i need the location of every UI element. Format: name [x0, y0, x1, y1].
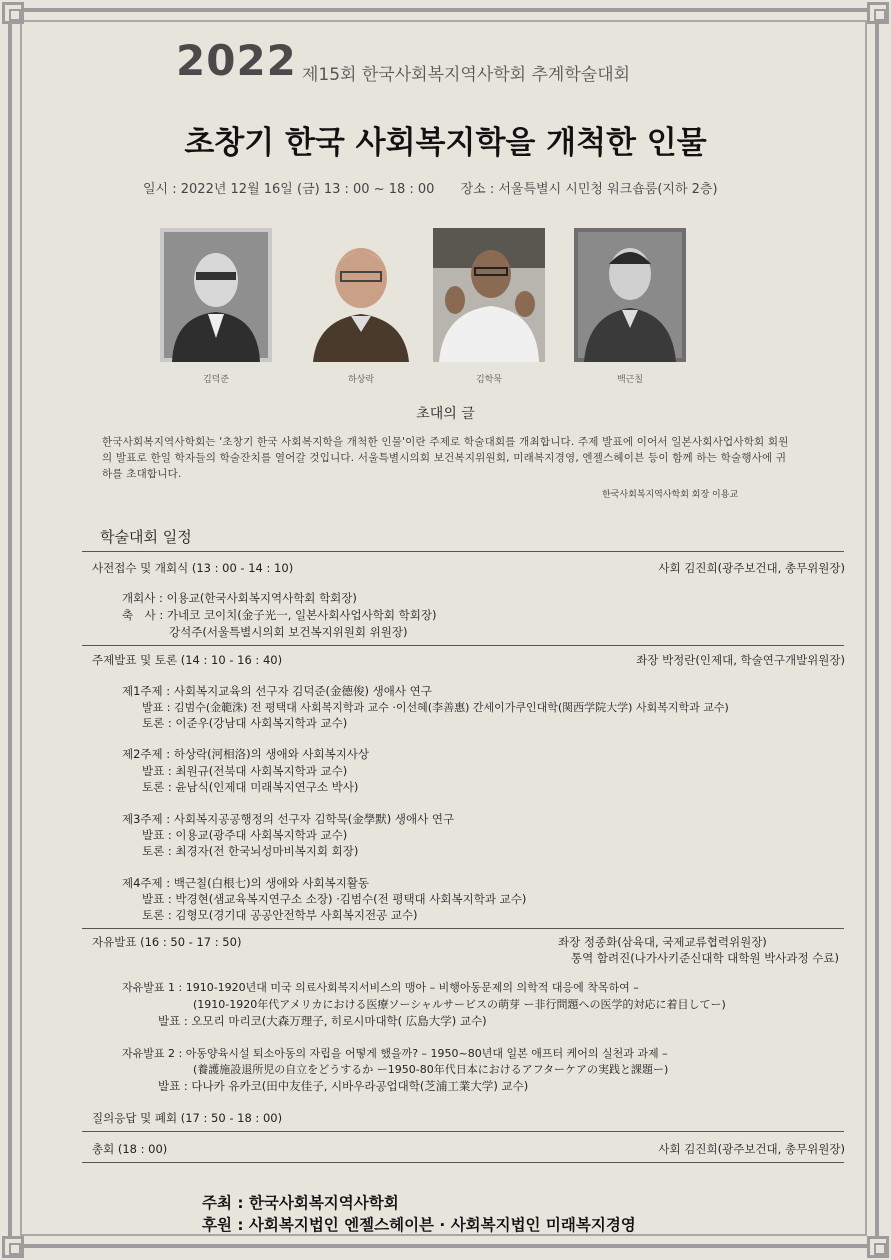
event-title: 제15회 한국사회복지역사학회 추계학술대회 [302, 65, 631, 85]
main-title: 초창기 한국 사회복지학을 개척한 인물 [184, 125, 707, 161]
topic-title: 제1주제 : 사회복지교육의 선구자 김덕준(金德俊) 생애사 연구 [122, 684, 432, 698]
divider [82, 928, 844, 929]
corner-ornament [2, 1236, 24, 1258]
divider [82, 1131, 844, 1132]
portrait-photo [305, 228, 417, 362]
event-info [143, 178, 740, 197]
schedule-line: 개회사 : 이용교(한국사회복지역사학회 학회장) [122, 591, 357, 605]
free-talk-title: 자유발표 1 : 1910-1920년대 미국 의료사회복지서비스의 맹아 – 비행아동문제의 의학적 대응에 착목하여 – [122, 981, 639, 994]
topic-presenter: 발표 : 최원규(전북대 사회복지학과 교수) [142, 764, 348, 778]
event-date: 일시 : 2022년 12월 16일 (금) 13 : 00 ~ 18 : 00 [143, 182, 435, 197]
free-talk-presenter: 발표 : 오모리 마리코(大森万理子, 히로시마대학( 広島大学) 교수) [158, 1014, 487, 1028]
session-moderator: 사회 김진희(광주보건대, 총무위원장) [658, 1142, 845, 1156]
session-title: 자유발표 (16 : 50 - 17 : 50) [92, 935, 242, 949]
footer-sponsor: 후원 : 사회복지법인 엔젤스헤이븐 · 사회복지법인 미래복지경영 [202, 1216, 636, 1234]
free-talk-title-jp: (1910-1920年代アメリカにおける医療ソーシャルサービスの萌芽 ー非行問題への医学的対応に着目してー) [193, 998, 726, 1011]
portrait-caption: 김덕준 [202, 375, 230, 385]
session-title: 질의응답 및 폐회 (17 : 50 - 18 : 00) [92, 1111, 283, 1125]
schedule-line: 축 사 : 가네코 코이치(金子光一, 일본사회사업사학회 학회장) [122, 608, 437, 622]
session-moderator: 좌장 정종화(삼육대, 국제교류협력위원장) [558, 935, 767, 949]
event-year: 2022 [176, 36, 297, 85]
portrait-caption: 하상락 [347, 375, 375, 385]
topic-title: 제4주제 : 백근칠(白根七)의 생애와 사회복지활동 [122, 876, 370, 890]
portrait-photo [433, 228, 545, 362]
free-talk-presenter: 발표 : 다나카 유카코(田中友佳子, 시바우라공업대학(芝浦工業大学) 교수) [158, 1079, 529, 1093]
portrait-caption: 백근칠 [616, 375, 644, 385]
divider [82, 551, 844, 552]
corner-ornament [2, 2, 24, 24]
portrait-photo [574, 228, 686, 362]
invitation-body: 한국사회복지역사학회는 '초창기 한국 사회복지학을 개척한 인물'이란 주제로 학술대회를 개최합니다. 주제 발표에 이어서 일본사회사업사학회 회원의 발표로 한일 학자들의 학술잔치를 열어갈 것입니다. 서울특별시의회 보건복지위원회, 미래복지경영, 엔젤스헤이븐 등이 함께 하는 학술행사에 귀하를 초대합니다. [102, 436, 789, 480]
session-moderator: 좌장 박정란(인제대, 학술연구개발위원장) [636, 653, 845, 667]
topic-presenter: 발표 : 김범수(金範洙) 전 평택대 사회복지학과 교수 ·이선혜(李善惠) 간세이가쿠인대학(関西学院大学) 사회복지학과 교수) [142, 701, 729, 714]
topic-discussant: 토론 : 이준우(강남대 사회복지학과 교수) [142, 716, 348, 730]
divider [82, 645, 844, 646]
invitation-signature: 한국사회복지역사학회 회장 이용교 [602, 490, 739, 500]
schedule-line: 강석주(서울특별시의회 보건복지위원회 위원장) [169, 625, 408, 639]
topic-presenter: 발표 : 이용교(광주대 사회복지학과 교수) [142, 828, 348, 842]
free-talk-title: 자유발표 2 : 아동양육시설 퇴소아동의 자립을 어떻게 했을까? – 1950~80년대 일본 애프터 케어의 실천과 과제 – [122, 1047, 668, 1060]
schedule-heading: 학술대회 일정 [100, 528, 192, 546]
session-title: 사전접수 및 개회식 (13 : 00 - 14 : 10) [92, 561, 294, 575]
session-title: 총회 (18 : 00) [92, 1142, 168, 1156]
event-venue: 장소 : 서울특별시 시민청 워크숍룸(지하 2층) [460, 182, 718, 197]
invitation-heading: 초대의 글 [416, 406, 475, 422]
divider [82, 1162, 844, 1163]
topic-presenter: 발표 : 박경현(샘교육복지연구소 소장) ·김범수(전 평택대 사회복지학과 교수) [142, 892, 527, 906]
topic-discussant: 토론 : 최경자(전 한국뇌성마비복지회 회장) [142, 844, 359, 858]
session-moderator: 사회 김진희(광주보건대, 총무위원장) [658, 561, 845, 575]
topic-title: 제3주제 : 사회복지공공행정의 선구자 김학묵(金學默) 생애사 연구 [122, 812, 455, 826]
free-talk-title-jp: (養護施設退所児の自立をどうするか ー1950-80年代日本におけるアフターケアの実践と課題ー) [193, 1063, 669, 1076]
session-interpreter: 통역 함려진(나가사키준신대학 대학원 박사과정 수료) [571, 951, 839, 965]
footer-host: 주최 : 한국사회복지역사학회 [202, 1194, 399, 1212]
corner-ornament [867, 1236, 889, 1258]
topic-discussant: 토론 : 윤남식(인제대 미래복지연구소 박사) [142, 780, 359, 794]
topic-title: 제2주제 : 하상락(河相洛)의 생애와 사회복지사상 [122, 747, 370, 761]
portrait-caption: 김학묵 [475, 375, 503, 385]
portrait-photo [160, 228, 272, 362]
topic-discussant: 토론 : 김형모(경기대 공공안전학부 사회복지전공 교수) [142, 908, 418, 922]
corner-ornament [867, 2, 889, 24]
session-title: 주제발표 및 토론 (14 : 10 - 16 : 40) [92, 653, 283, 667]
